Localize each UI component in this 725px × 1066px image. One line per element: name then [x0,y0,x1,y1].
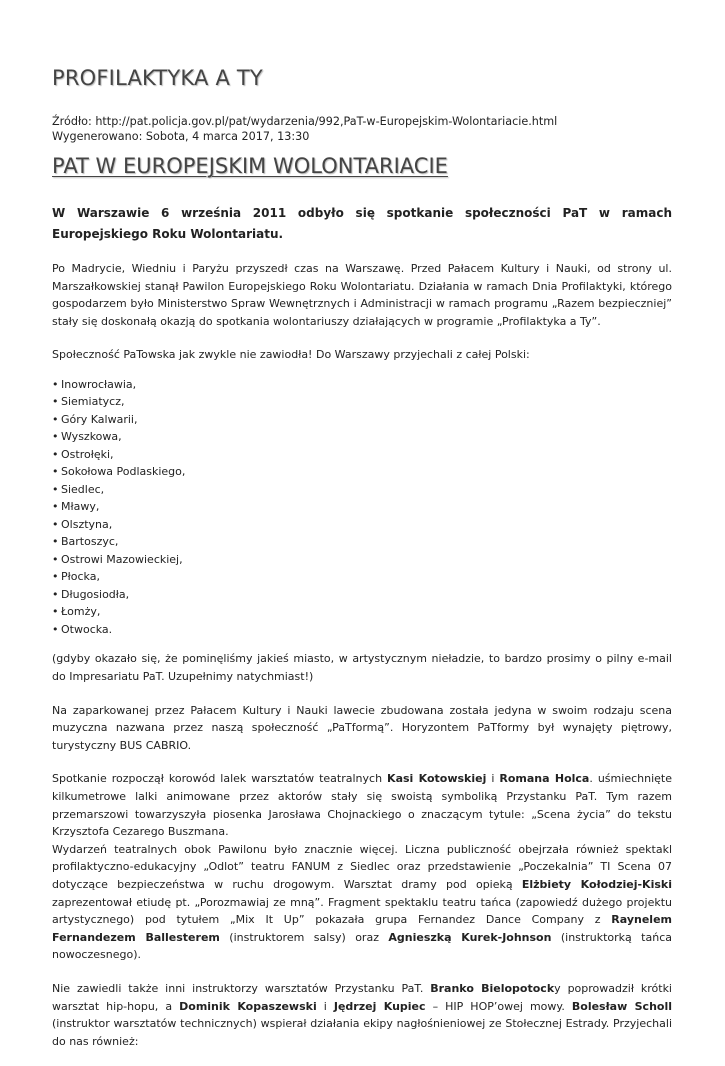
list-item: • Mławy, [52,498,672,516]
article-title: PAT W EUROPEJSKIM WOLONTARIACIE [52,154,448,178]
list-item: • Łomży, [52,603,672,621]
source-label: Źródło: [52,115,92,128]
person-name: Kasi Kotowskiej [387,772,487,786]
list-item: • Ostrowi Mazowieckiej, [52,551,672,569]
article-body [52,203,672,1066]
list-item: • Góry Kalwarii, [52,411,672,429]
paragraph-missing-city: (gdyby okazało się, że pominęliśmy jakieś miasto, w artystycznym nieładzie, to bardzo prosimy o pilny e-mail do Impresariatu PaT. Uzupełnimy natychmiast!) [52,652,672,684]
list-item: • Wyszkowa, [52,428,672,446]
paragraph-community: Społeczność PaTowska jak zwykle nie zawiodła! Do Warszawy przyjechali z całej Polski: [52,348,530,362]
person-name: Raynelem Fernandezem Ballesterem [52,913,672,944]
paragraph-patforma: Na zaparkowanej przez Pałacem Kultury i Nauki lawecie zbudowana została jedyna w swoim rodzaju scena muzyczna nazwana przez naszą społeczność „PaTformą”. Horyzontem PaTformy był wynajęty piętrowy, turystyczny BUS CABRIO. [52,703,672,752]
source-line [52,114,557,129]
paragraph-opening: Spotkanie rozpoczął korowód lalek warsztatów teatralnych Kasi Kotowskiej i Romana Holca. uśmiechnięte kilkumetrowe lalki animowane przez aktorów stały się swoistą symboliką Przystanku PaT. Tym razem przemarszowi towarzyszyła piosenka Jarosława Chojnackiego o znaczącym tytule: „Scena życia” do tekstu Krzysztofa Cezarego Buszmana. [52,772,672,839]
paragraph-instructors: Nie zawiedli także inni instruktorzy warsztatów Przystanku PaT. Branko Bielopotocky poprowadził krótki warsztat hip-hopu, a Dominik Kopaszewski i Jędrzej Kupiec – HIP HOP’owej mowy. Bolesław Scholl (instruktor warsztatów technicznych) wspierał działania ekipy nagłośnieniowej ze Stołecznej Estrady. Przyjechali do nas również: [52,981,673,1048]
person-name: Branko Bielopotock [430,981,555,995]
document-meta [52,114,557,144]
paragraph-theatre: Wydarzeń teatralnych obok Pawilonu było znacznie więcej. Liczna publiczność obejrzała również spektakl profilaktyczno-edukacyjny „Odlot” teatru FANUM z Siedlec oraz przedstawienie „Poczekalnia” TI Scena 07 dotyczące bezpieczeństwa w ruchu drogowym. Warsztat dramy pod opieką Elżbiety Kołodziej-Kiski zaprezentował etiudę pt. „Porozmawiaj ze mną”. Fragment spektaklu teatru tańca (zapowiedź dużego projektu artystycznego) pod tytułem „Mix It Up” pokazała grupa Fernandez Dance Company z Raynelem Fernandezem Ballesterem (instruktorem salsy) oraz Agnieszką Kurek-Johnson (instruktorką tańca nowoczesnego). [52,842,672,962]
article-lead: W Warszawie 6 września 2011 odbyło się spotkanie społeczności PaT w ramach Europejskiego Roku Wolontariatu. [52,206,672,241]
list-item: • Olsztyna, [52,516,672,534]
list-item: • Ostrołęki, [52,446,672,464]
generated-date: Sobota, 4 marca 2017, 13:30 [145,130,310,143]
list-item: • Otwocka. [52,621,672,639]
person-name: Romana Holca [499,772,590,786]
list-item: • Płocka, [52,568,672,586]
person-name: Bolesław Scholl [571,999,673,1013]
source-url: http://pat.policja.gov.pl/pat/wydarzenia/992,PaT-w-Europejskim-Wolontariacie.html [95,115,558,128]
generated-line [52,129,557,144]
list-item: • Siemiatycz, [52,393,672,411]
person-name: Elżbiety Kołodziej-Kiski [521,878,672,891]
paragraph-intro: Po Madrycie, Wiedniu i Paryżu przyszedł czas na Warszawę. Przed Pałacem Kultury i Nauki, od strony ul. Marszałkowskiej stanął Pawilon Europejskiego Roku Wolontariatu. Działania w ramach Dnia Profilaktyki, którego gospodarzem było Ministerstwo Spraw Wewnętrznych i Administracji w ramach programu „Razem bezpieczniej” stały się doskonałą okazją do spotkania wolontariuszy działających w programie „Profilaktyka a Ty”. [52,262,672,328]
city-list [52,376,672,639]
generated-label: Wygenerowano: [52,130,143,143]
list-item: • Długosiodła, [52,586,672,604]
site-title: PROFILAKTYKA A TY [52,66,263,90]
list-item: • Bartoszyc, [52,533,672,551]
person-name: Dominik Kopaszewski [179,999,317,1013]
person-name: Jędrzej Kupiec [333,999,426,1013]
list-item: • Inowrocławia, [52,376,672,394]
list-item: • Siedlec, [52,481,672,499]
person-name: Agnieszką Kurek-Johnson [388,930,552,944]
list-item: • Sokołowa Podlaskiego, [52,463,672,481]
